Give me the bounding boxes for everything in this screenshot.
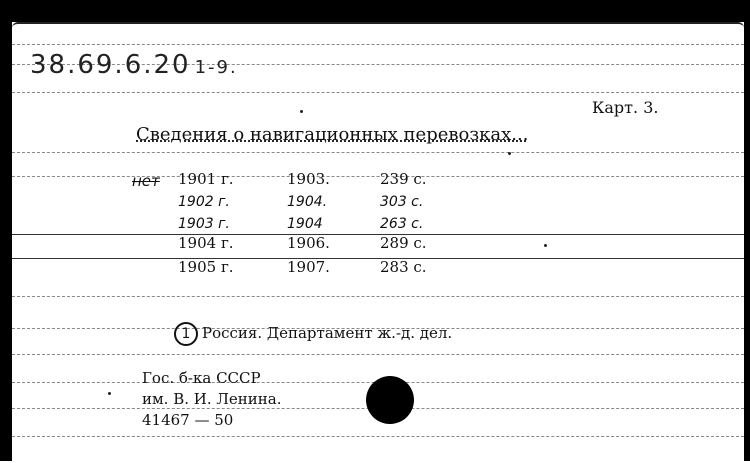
speck — [508, 152, 511, 155]
speck — [300, 110, 303, 113]
subject-heading — [174, 322, 452, 346]
row-published: 1906. — [287, 234, 330, 252]
row-pages: 283 с. — [380, 258, 427, 276]
call-number — [30, 50, 238, 80]
library-code: 41467 — 50 — [142, 411, 234, 429]
card-rule — [12, 436, 744, 437]
card-number-label: Карт. 3. — [592, 98, 659, 117]
card-rule — [12, 152, 744, 153]
library-name: Гос. б-ка СССР — [142, 369, 261, 387]
row-published: 1907. — [287, 258, 330, 276]
subject-number: 1 — [174, 322, 198, 346]
scan-edge-left — [0, 0, 12, 461]
row-year: 1904 г. — [178, 234, 234, 252]
card-rule — [12, 258, 744, 259]
library-stamp — [142, 368, 281, 431]
call-number-suffix: 1-9. — [194, 57, 238, 78]
speck — [544, 244, 547, 247]
card-rule — [12, 176, 744, 177]
punch-hole — [366, 376, 414, 424]
handwritten-prefix: нет — [132, 172, 160, 190]
row-published: 1904 — [287, 216, 323, 232]
card-rule — [12, 296, 744, 297]
subject-text: Россия. Департамент ж.-д. дел. — [202, 324, 453, 342]
row-year: 1901 г. — [178, 170, 234, 188]
library-dedication: им. В. И. Ленина. — [142, 390, 282, 408]
card-rule — [12, 44, 744, 45]
row-published: 1903. — [287, 170, 330, 188]
speck — [108, 392, 111, 395]
scan-edge-right — [744, 0, 750, 461]
card-rule — [12, 234, 744, 235]
row-pages: 263 с. — [380, 216, 424, 232]
row-published: 1904. — [287, 194, 328, 210]
call-number-main: 38.69.6.20 — [30, 50, 191, 80]
card-rule — [12, 92, 744, 93]
row-pages: 303 с. — [380, 194, 424, 210]
card-rule — [12, 354, 744, 355]
row-year: 1905 г. — [178, 258, 234, 276]
row-year: 1902 г. — [178, 194, 230, 210]
scan-edge-top — [0, 0, 750, 22]
row-pages: 239 с. — [380, 170, 427, 188]
card-title: Сведения о навигационных перевозках... — [136, 124, 529, 145]
row-pages: 289 с. — [380, 234, 427, 252]
row-year: 1903 г. — [178, 216, 230, 232]
